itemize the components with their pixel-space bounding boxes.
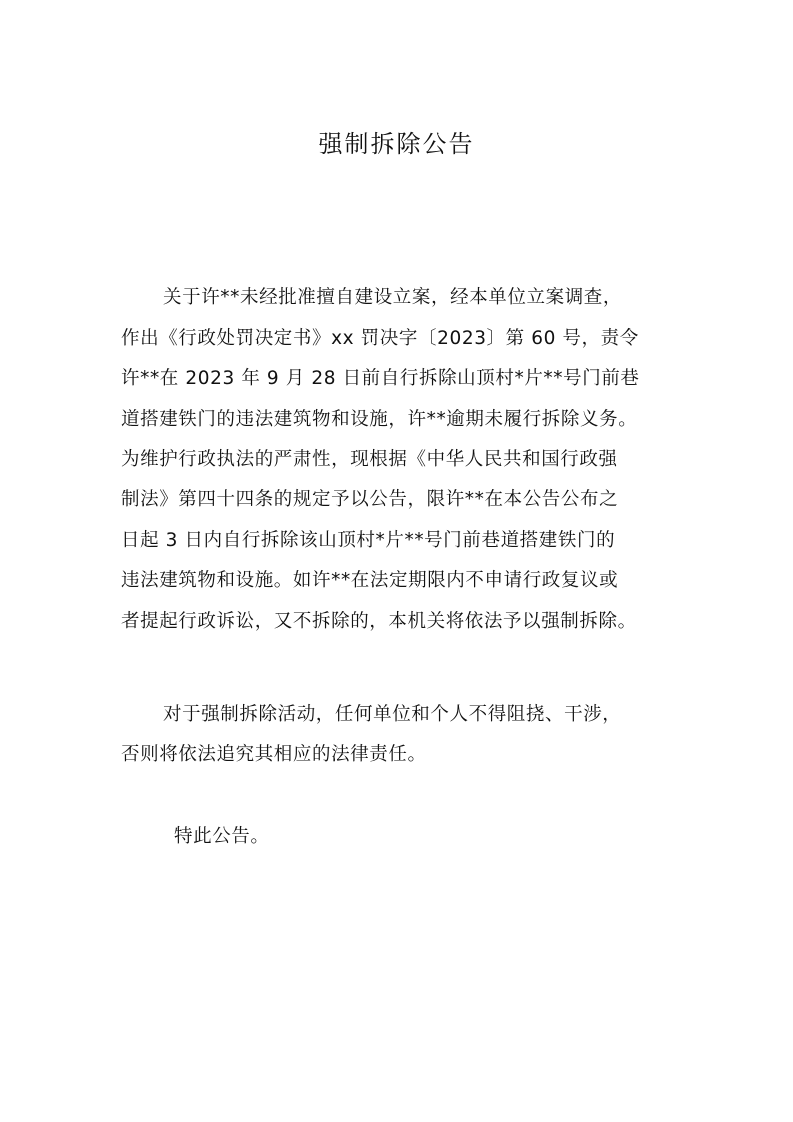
paragraph-1-line-4: 道搭建铁门的违法建筑物和设施，许**逾期未履行拆除义务。: [121, 409, 638, 430]
paragraph-1-line-1: 关于许**未经批准擅自建设立案，经本单位立案调查，: [163, 287, 623, 308]
paragraph-1-line-2: 作出《行政处罚决定书》xx 罚决字〔2023〕第 60 号，责令: [121, 328, 639, 349]
paragraph-1-line-9: 者提起行政诉讼，又不拆除的，本机关将依法予以强制拆除。: [121, 611, 637, 632]
paragraph-1-line-6: 制法》第四十四条的规定予以公告，限许**在本公告公布之: [121, 489, 619, 510]
paragraph-2-line-2: 否则将依法追究其相应的法律责任。: [121, 744, 427, 765]
paragraph-1-line-3: 许**在 2023 年 9 月 28 日前自行拆除山顶村*片**号门前巷: [121, 368, 640, 389]
closing-text: 特此公告。: [174, 826, 270, 847]
paragraph-1-line-5: 为维护行政执法的严肃性，现根据《中华人民共和国行政强: [121, 449, 618, 470]
paragraph-2-line-1: 对于强制拆除活动，任何单位和个人不得阻挠、干涉，: [163, 704, 622, 725]
paragraph-1-line-8: 违法建筑物和设施。如许**在法定期限内不申请行政复议或: [121, 570, 619, 591]
paragraph-1-line-7: 日起 3 日内自行拆除该山顶村*片**号门前巷道搭建铁门的: [121, 530, 616, 551]
page-title: 强制拆除公告: [318, 130, 475, 158]
